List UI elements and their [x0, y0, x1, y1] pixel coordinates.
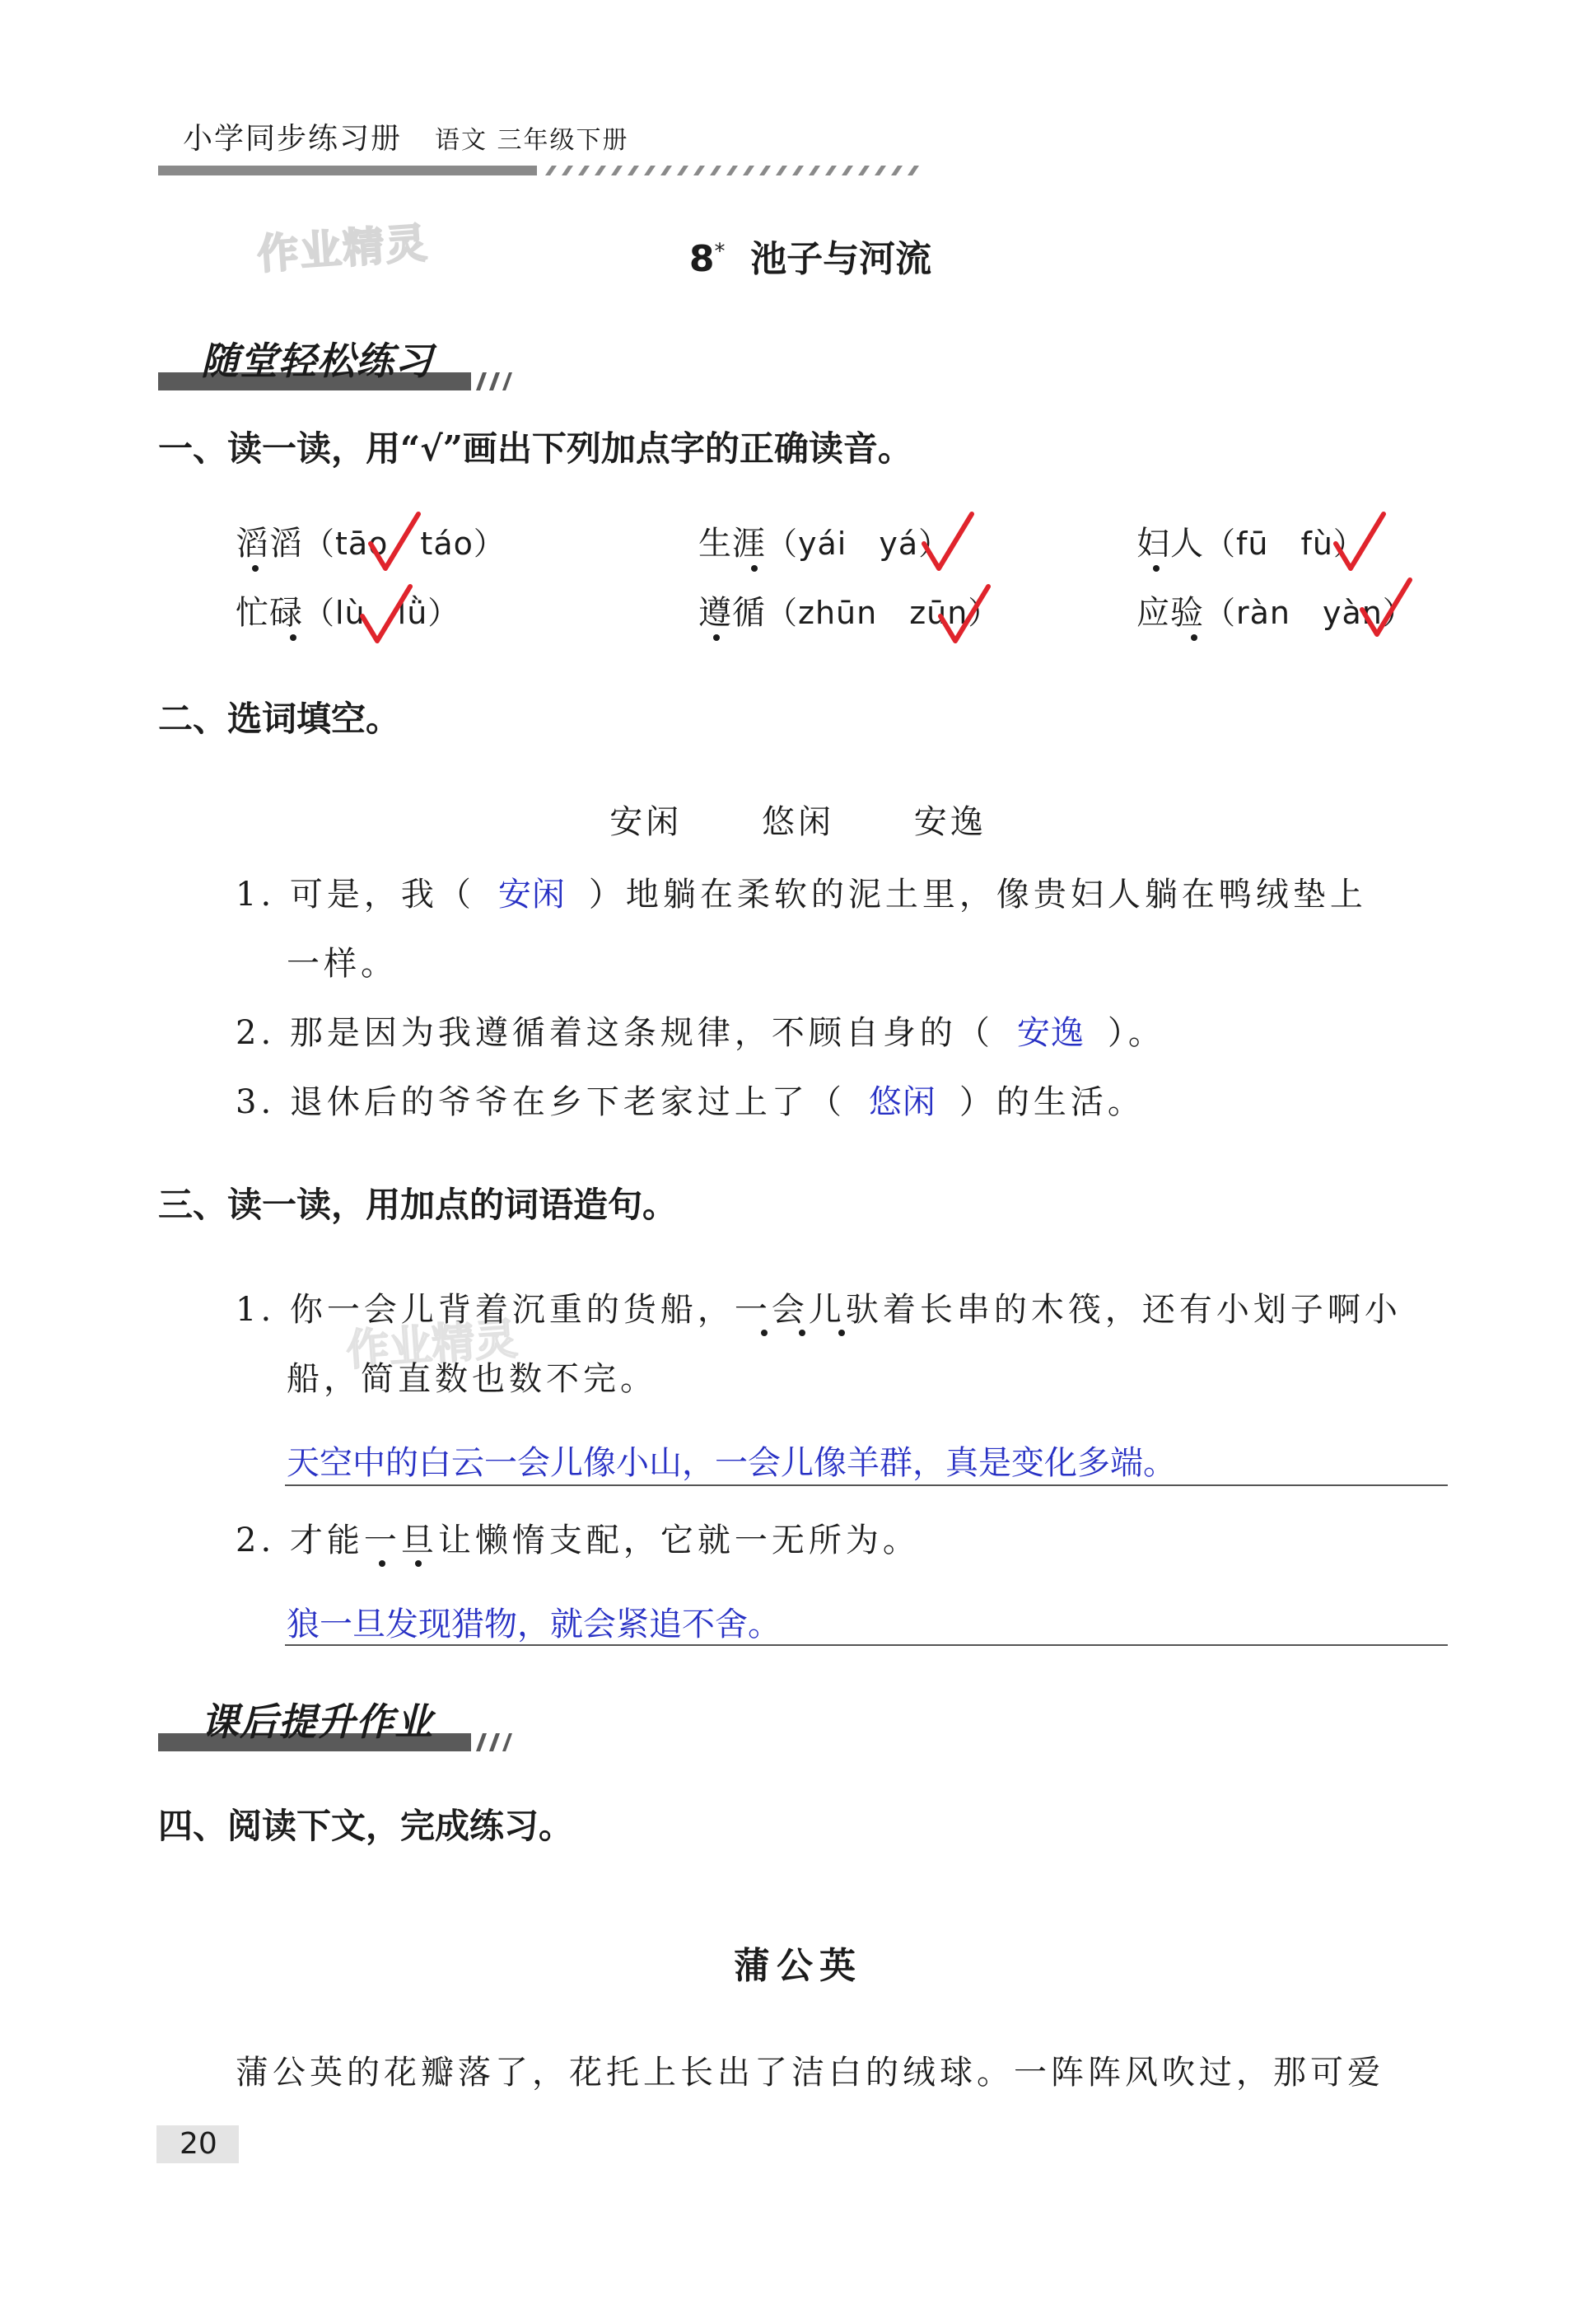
sentence-text: 2. 那是因为我遵循着这条规律，不顾自身的（	[236, 1014, 994, 1052]
q3-heading: 三、读一读，用加点的词语造句。	[158, 1185, 678, 1225]
sentence-text: ）。	[1107, 1014, 1165, 1052]
answer-text: 悠闲	[868, 1083, 936, 1121]
q2-sentence-1-cont: 一样。	[287, 945, 398, 983]
q1-item-4	[236, 587, 460, 633]
sentence-text: 1. 可是，我（	[236, 876, 475, 914]
answer-text: 安闲	[497, 876, 566, 914]
passage-paragraph: 蒲公英的花瓣落了，花托上长出了洁白的绒球。一阵阵风吹过，那可爱	[236, 2054, 1384, 2092]
q1-word: 应验	[1136, 594, 1204, 632]
q1-options: （zhūn zūn）	[766, 595, 1001, 631]
emphasis-dot	[290, 634, 296, 641]
q2-heading: 二、选词填空。	[158, 699, 401, 739]
sentence-text: ）的生活。	[959, 1083, 1145, 1121]
emphasis-dot	[751, 565, 758, 572]
page-number: 20	[180, 2127, 217, 2161]
lesson-title	[0, 229, 1596, 282]
q4-heading: 四、阅读下文，完成练习。	[158, 1806, 574, 1846]
section-label-homework: 课后提升作业	[201, 1699, 433, 1744]
book-subject: 语文 三年级下册	[435, 126, 629, 155]
check-mark	[921, 511, 975, 577]
book-header	[183, 115, 629, 157]
emphasis-dot	[252, 565, 259, 572]
q1-word: 忙碌	[236, 594, 303, 632]
section-label-practice: 随堂轻松练习	[201, 339, 433, 383]
q2-word: 悠闲	[762, 803, 834, 841]
q1-options: （lù lǜ）	[303, 595, 460, 631]
q2-word-bank	[0, 796, 1596, 843]
watermark-logo: 作业精灵	[344, 1314, 520, 1377]
answer-underline	[285, 1484, 1448, 1486]
q3-sentence-1-cont: 船，简直数也数不完。	[287, 1360, 657, 1398]
q1-options: （fū fù）	[1204, 526, 1365, 562]
q2-word: 安闲	[609, 803, 683, 841]
emphasis-dot	[1191, 634, 1197, 641]
q2-sentence-3	[236, 1076, 1145, 1123]
check-mark	[937, 583, 992, 649]
q3-answer-1: 天空中的白云一会儿像小山，一会儿像羊群，真是变化多端。	[287, 1444, 1176, 1482]
check-mark	[1359, 577, 1413, 643]
q3-sentence-1: 1. 你一会儿背着沉重的货船，一会儿驮着长串的木筏，还有小划子啊小	[236, 1291, 1402, 1329]
emphasis-dot	[713, 634, 720, 641]
q1-heading: 一、读一读，用“√”画出下列加点字的正确读音。	[158, 428, 912, 469]
lesson-number: 8	[688, 238, 715, 280]
emphasis-dot	[1153, 565, 1160, 572]
emphasis-dot	[761, 1330, 768, 1336]
q2-sentence-1	[236, 868, 1367, 915]
q3-answer-2: 狼一旦发现猎物，就会紧追不舍。	[287, 1606, 781, 1643]
check-mark	[367, 511, 422, 577]
q1-word: 生涯	[698, 525, 766, 563]
emphasis-dot	[838, 1330, 845, 1336]
lesson-name: 池子与河流	[750, 238, 932, 280]
header-stripe-bar	[158, 163, 932, 178]
q1-word: 滔滔	[236, 525, 303, 563]
emphasis-dot	[799, 1330, 805, 1336]
q1-item-2	[698, 517, 950, 564]
page-number-tab	[156, 2125, 239, 2163]
passage-title: 蒲公英	[734, 1945, 862, 1987]
watermark-logo: 作业精灵	[255, 218, 431, 279]
lesson-mark: *	[714, 239, 726, 264]
emphasis-dot	[379, 1560, 385, 1567]
answer-underline	[285, 1644, 1448, 1646]
q2-sentence-2	[236, 1007, 1165, 1054]
sentence-text: ）地躺在柔软的泥土里，像贵妇人躺在鸭绒垫上	[588, 876, 1367, 914]
check-mark	[1332, 511, 1387, 577]
emphasis-dot	[415, 1560, 422, 1567]
check-mark	[359, 583, 413, 649]
answer-text: 安逸	[1016, 1014, 1085, 1052]
q1-options: （yái yá）	[766, 526, 951, 562]
q1-word: 遵循	[698, 594, 766, 632]
q3-sentence-2: 2. 才能一旦让懒惰支配，它就一无所为。	[236, 1522, 920, 1559]
q1-options: （tāo táo）	[303, 526, 506, 562]
q1-word: 妇人	[1136, 525, 1204, 563]
sentence-text: 3. 退休后的爷爷在乡下老家过上了（	[236, 1083, 846, 1121]
book-title: 小学同步练习册	[183, 122, 403, 156]
q1-item-3	[1136, 517, 1365, 564]
q1-options: （ràn yàn）	[1204, 595, 1415, 631]
q2-word: 安逸	[913, 803, 987, 841]
